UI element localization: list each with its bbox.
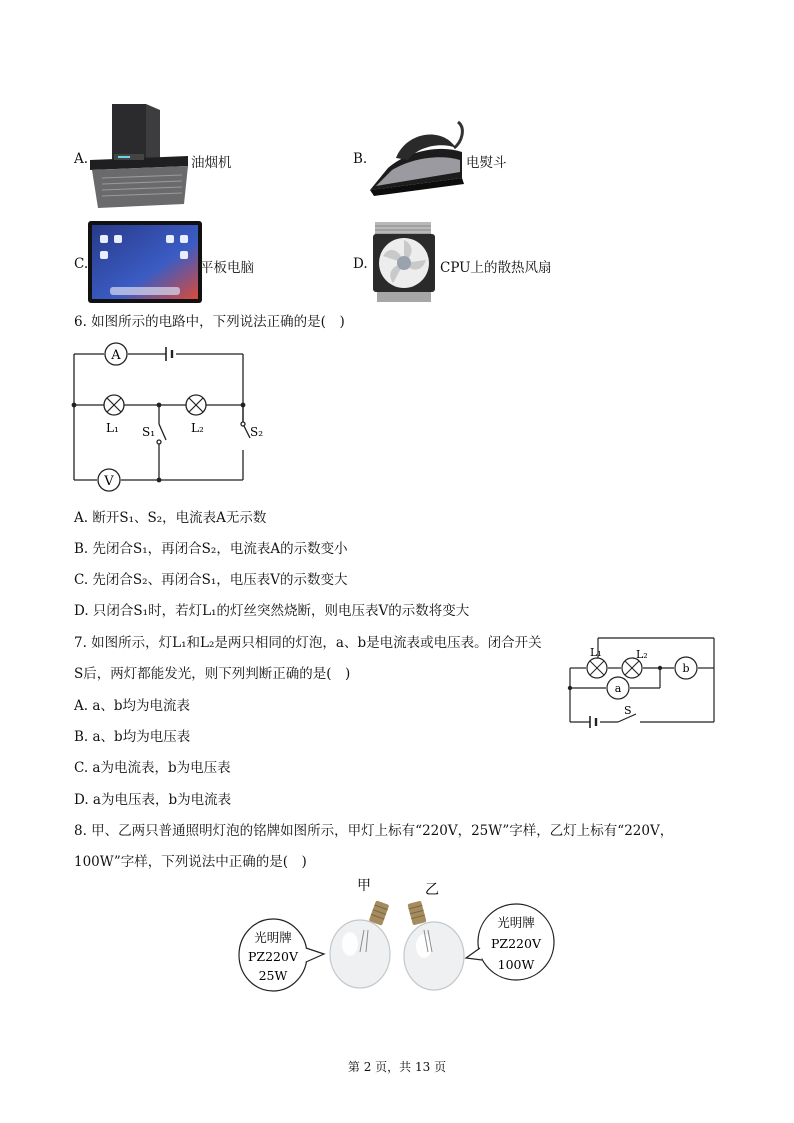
option-a-label: 油烟机 [191, 155, 232, 171]
electric-iron-image [366, 118, 470, 198]
bulb-jia-name: 甲 [357, 878, 371, 894]
lamp-l1-label: L₁ [106, 421, 119, 435]
q6-stem: 6. 如图所示的电路中，下列说法正确的是( ) [74, 314, 345, 330]
bulb-jia-model: PZ220V [248, 949, 298, 964]
q8-stem-line1: 8. 甲、乙两只普通照明灯泡的铭牌如图所示，甲灯上标有“220V，25W”字样，乙灯上标有“220V， [74, 823, 674, 839]
q7-option-d: D. a为电压表，b为电流表 [74, 792, 232, 808]
q7-option-b: B. a、b均为电压表 [74, 729, 191, 745]
switch-s2-label: S₂ [250, 425, 264, 439]
q6-option-d: D. 只闭合S₁时，若灯L₁的灯丝突然烧断，则电压表V的示数将变大 [74, 603, 470, 619]
cpu-fan-image [369, 218, 439, 304]
option-b-letter: B. [353, 151, 368, 167]
option-c-label: 平板电脑 [200, 260, 254, 276]
q8-bulbs-figure [232, 872, 562, 1002]
q7-lamp-l2-label: L₂ [636, 648, 648, 661]
bulb-jia-brand: 光明牌 [254, 930, 292, 945]
page-footer: 第 2 页，共 13 页 [347, 1060, 447, 1074]
q7-option-a: A. a、b均为电流表 [74, 698, 191, 714]
meter-a-label: a [614, 682, 622, 695]
option-d-letter: D. [353, 256, 368, 272]
q7-stem-line2: S后，两灯都能发光，则下列判断正确的是( ) [74, 666, 351, 682]
bulb-jia-image [330, 900, 390, 988]
q7-switch-label: S [624, 704, 632, 717]
option-c-letter: C. [74, 256, 89, 272]
option-a-letter: A. [74, 151, 89, 167]
range-hood-image [88, 100, 192, 210]
ammeter-label: A [111, 348, 121, 363]
q7-option-c: C. a为电流表，b为电压表 [74, 760, 231, 776]
lamp-l2-label: L₂ [191, 421, 204, 435]
q7-stem-line1: 7. 如图所示，灯L₁和L₂是两只相同的灯泡，a、b是电流表或电压表。闭合开关 [74, 635, 542, 651]
bulb-yi-image [404, 901, 464, 990]
q8-stem-line2: 100W”字样，下列说法中正确的是( ) [74, 854, 307, 870]
bulb-yi-power: 100W [497, 957, 535, 972]
voltmeter-label: V [104, 474, 114, 489]
meter-b-label: b [682, 662, 690, 675]
q7-lamp-l1-label: L₁ [590, 646, 602, 659]
option-b-label: 电熨斗 [466, 155, 507, 171]
q6-option-c: C. 先闭合S₂、再闭合S₁，电压表V的示数变大 [74, 572, 348, 588]
bulb-yi-model: PZ220V [491, 936, 541, 951]
bulb-yi-brand: 光明牌 [497, 915, 535, 930]
q6-option-b: B. 先闭合S₁，再闭合S₂，电流表A的示数变小 [74, 541, 348, 557]
switch-s1-label: S₁ [142, 425, 156, 439]
tablet-image [88, 221, 202, 303]
q7-circuit-diagram [562, 632, 722, 728]
option-d-label: CPU上的散热风扇 [440, 260, 552, 276]
bulb-yi-name: 乙 [425, 882, 439, 898]
q6-circuit-diagram [66, 340, 272, 496]
bulb-jia-power: 25W [258, 968, 288, 983]
q6-option-a: A. 断开S₁、S₂，电流表A无示数 [74, 510, 267, 526]
